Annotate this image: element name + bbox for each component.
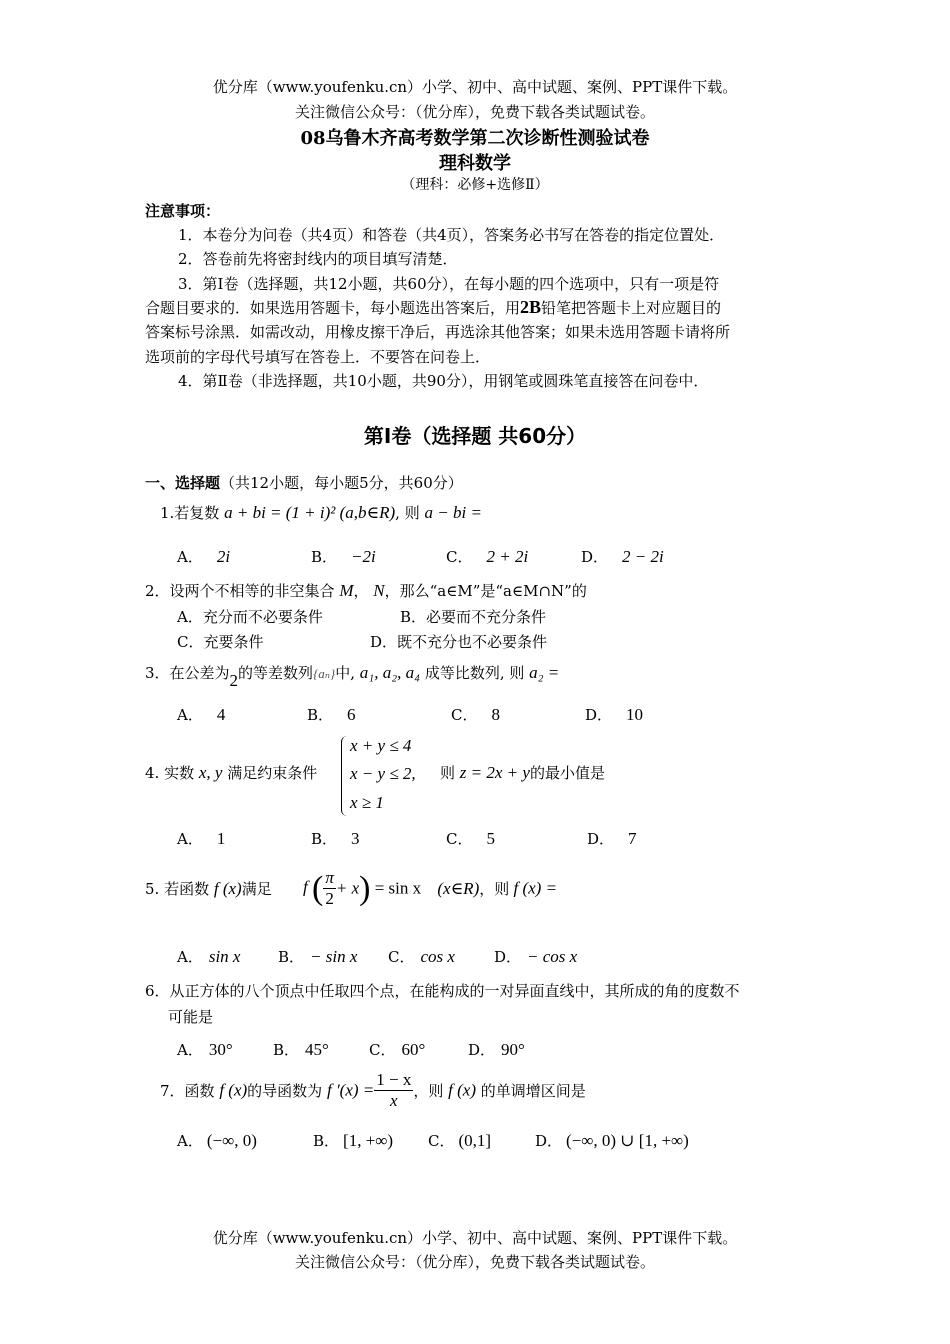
q4-objective-expr: z = 2x + y — [459, 763, 530, 782]
question-4-intro — [145, 762, 317, 783]
q2-rest: ，那么“a∈M”是“a∈M∩N”的 — [384, 582, 587, 600]
q1-option-d[interactable] — [581, 546, 664, 567]
q3-text-1: 3．在公差为 — [145, 664, 230, 682]
q1-suffix: , 则 — [395, 504, 420, 522]
q5-option-c[interactable] — [388, 946, 455, 967]
option-label: B． — [307, 706, 334, 724]
footer-line-2: 关注微信公众号：（优分库），免费下载各类试题试卷。 — [294, 1253, 655, 1271]
q4-option-c[interactable] — [446, 828, 495, 849]
notice-item-4: 4．第Ⅱ卷（非选择题，共10小题，共90分），用钢笔或圆珠笔直接答在问卷中． — [178, 372, 709, 390]
q6-option-d[interactable] — [468, 1039, 525, 1060]
option-label: C． — [177, 633, 204, 651]
section-label: 一、选择题 — [145, 474, 221, 492]
option-value: 7 — [628, 829, 637, 848]
q2-set-n: N — [373, 581, 385, 600]
q5-function: f (x) — [213, 879, 242, 898]
q4-constraint-2: x − y ≤ 2, — [350, 764, 416, 783]
notice-item-1: 1．本卷分为问卷（共4页）和答卷（共4页），答案务必书写在答卷的指定位置处． — [178, 226, 725, 244]
option-label: A． — [177, 608, 203, 626]
q4-text-2: 满足约束条件 — [227, 764, 318, 782]
q5-option-a[interactable] — [177, 946, 240, 967]
q5-fraction — [323, 868, 336, 909]
q7-option-a[interactable] — [177, 1130, 257, 1151]
option-value: 充分而不必要条件 — [202, 608, 323, 626]
q7-option-d[interactable] — [535, 1130, 689, 1151]
notice-item-3: 3．第Ⅰ卷（选择题，共12小题，共60分），在每小题的四个选项中，只有一项是符 — [178, 275, 720, 293]
section-note: （共12小题，每小题5分，共60分） — [220, 474, 463, 492]
option-value: 1 — [216, 829, 226, 848]
q3-common-difference: 2 — [229, 671, 239, 690]
question-5 — [145, 878, 272, 899]
option-label: A． — [177, 548, 203, 566]
q4-text-1: 4. 实数 — [145, 764, 195, 782]
q7-function-2: f (x) — [448, 1080, 476, 1100]
option-label: D． — [585, 706, 613, 724]
option-value: 6 — [347, 705, 356, 724]
exam-title: 08乌鲁木齐高考数学第二次诊断性测验试卷 — [300, 128, 650, 149]
option-value: 4 — [216, 705, 226, 724]
option-label: A． — [177, 706, 203, 724]
option-label: A． — [177, 830, 203, 848]
option-label: D． — [535, 1132, 563, 1150]
q3-terms: a₁, a₂, a₄ — [359, 663, 421, 682]
q4-text-4: 的最小值是 — [529, 764, 605, 782]
header-line-1: 优分库（www.youfenku.cn）小学、初中、高中试题、案例、PPT课件下载。 — [212, 78, 738, 96]
option-value: 10 — [626, 705, 644, 724]
q7-function: f (x) — [219, 1080, 248, 1100]
option-value: − cos x — [527, 947, 578, 966]
option-label: C． — [446, 830, 473, 848]
q7-fraction — [374, 1070, 413, 1111]
part-1-title: 第Ⅰ卷（选择题 共60分） — [363, 424, 587, 448]
q4-option-b[interactable] — [311, 828, 360, 849]
q7-derivative: f ′(x) = — [326, 1080, 375, 1100]
option-value: 30° — [208, 1040, 233, 1059]
option-label: B． — [311, 548, 338, 566]
pencil-grade: 2B — [520, 297, 542, 317]
option-value: cos x — [420, 947, 455, 966]
option-value: 3 — [351, 829, 360, 848]
q5-option-d[interactable] — [494, 946, 577, 967]
option-label: C． — [446, 548, 473, 566]
option-label: B． — [400, 608, 427, 626]
q5-denominator: 2 — [325, 889, 334, 908]
question-2 — [145, 580, 587, 601]
right-paren-icon: ) — [359, 869, 371, 907]
notice-heading: 注意事项： — [145, 202, 221, 220]
option-value: sin x — [208, 947, 241, 966]
q3-option-b[interactable] — [307, 704, 356, 725]
notice-item-2: 2．答卷前先将密封线内的项目填写清楚． — [178, 250, 458, 268]
q6-option-b[interactable] — [273, 1039, 329, 1060]
option-label: A． — [177, 1132, 203, 1150]
q5-equation — [303, 868, 557, 909]
q4-option-a[interactable] — [177, 828, 225, 849]
q3-sequence: {aₙ} — [313, 666, 336, 681]
q3-option-c[interactable] — [451, 704, 500, 725]
q7-text-3: ，则 — [413, 1082, 444, 1100]
exam-scope-note: （理科：必修+选修Ⅱ） — [401, 177, 549, 193]
option-value: [1, +∞) — [343, 1131, 394, 1150]
q5-f: f — [303, 877, 308, 897]
q2-option-d[interactable] — [370, 631, 547, 652]
option-value: −2i — [351, 547, 376, 566]
q4-text-3: 则 — [440, 764, 456, 782]
option-value: (−∞, 0) — [206, 1131, 257, 1150]
option-value: 充要条件 — [203, 633, 264, 651]
option-label: C． — [451, 706, 478, 724]
q4-option-d[interactable] — [587, 828, 637, 849]
q7-denominator: x — [390, 1091, 398, 1110]
q5-rhs: = sin x — [374, 878, 422, 898]
option-label: D． — [581, 548, 609, 566]
q7-text-1: 7．函数 — [160, 1082, 215, 1100]
option-value: 45° — [305, 1040, 329, 1059]
notice-item-3-cont — [145, 297, 721, 318]
option-label: C． — [388, 948, 415, 966]
option-label: B． — [311, 830, 338, 848]
section-heading — [145, 472, 463, 493]
q2-sep: ， — [353, 582, 369, 600]
q1-option-a[interactable] — [177, 546, 230, 567]
q3-text-3: 中, — [335, 664, 356, 682]
q5-ask: f (x) = — [513, 878, 558, 898]
option-label: A． — [177, 948, 203, 966]
question-6-line-1: 6．从正方体的八个顶点中任取四个点，在能构成的一对异面直线中，其所成的角的度数不 — [145, 982, 740, 1000]
option-value: 8 — [491, 705, 500, 724]
q5-numerator: π — [325, 868, 334, 887]
q6-option-a[interactable] — [177, 1039, 233, 1060]
q4-vars: x, y — [198, 763, 223, 782]
q1-ask: a − bi = — [424, 503, 482, 522]
q2-option-c[interactable] — [177, 631, 264, 652]
option-value: − sin x — [310, 947, 358, 966]
option-value: (0,1] — [458, 1131, 492, 1150]
q1-prefix: 1.若复数 — [160, 504, 220, 522]
option-value: 2i — [216, 547, 231, 566]
q2-option-b[interactable] — [400, 606, 546, 627]
q6-option-c[interactable] — [369, 1039, 425, 1060]
header-line-2: 关注微信公众号：（优分库），免费下载各类试题试卷。 — [294, 103, 655, 121]
option-value: (−∞, 0) ∪ [1, +∞) — [566, 1131, 689, 1150]
q5-text-2: 满足 — [241, 880, 272, 898]
notice-item-3-cont-2: 答案标号涂黑．如需改动，用橡皮擦干净后，再选涂其他答案；如果未选用答题卡请将所 — [145, 323, 731, 341]
q7-option-b[interactable] — [313, 1130, 393, 1151]
exam-subtitle: 理科数学 — [439, 153, 511, 174]
question-4-objective — [440, 762, 605, 783]
q4-constraint-3: x ≥ 1 — [350, 793, 384, 812]
question-3 — [145, 662, 560, 690]
option-label: B． — [278, 948, 305, 966]
option-label: D． — [370, 633, 398, 651]
option-value: 2 + 2i — [486, 547, 529, 566]
option-value: 既不充分也不必要条件 — [397, 633, 548, 651]
option-label: B． — [273, 1041, 300, 1059]
notice-item-3-text-a: 合题目要求的．如果选用答题卡，每小题选出答案后，用 — [145, 299, 521, 317]
option-label: A． — [177, 1041, 203, 1059]
question-6-line-2: 可能是 — [168, 1008, 214, 1026]
option-label: C． — [369, 1041, 396, 1059]
q5-text-1: 5. 若函数 — [145, 880, 210, 898]
option-label: D． — [587, 830, 615, 848]
q7-text-4: 的单调增区间是 — [480, 1082, 586, 1100]
option-value: 60° — [401, 1040, 426, 1059]
q5-text-3: ，则 — [479, 880, 510, 898]
q3-ask: a₂ = — [529, 663, 560, 682]
q3-text-4: 成等比数列, 则 — [424, 664, 525, 682]
left-paren-icon: ( — [311, 869, 324, 907]
q5-option-b[interactable] — [278, 946, 357, 967]
q4-constraint-1: x + y ≤ 4 — [350, 736, 412, 755]
option-value: 必要而不充分条件 — [426, 608, 547, 626]
q7-text-2: 的导函数为 — [247, 1082, 323, 1100]
q7-numerator: 1 − x — [376, 1070, 412, 1089]
q1-option-c[interactable] — [446, 546, 528, 567]
option-value: 90° — [501, 1040, 525, 1059]
notice-item-3-cont-3: 选项前的字母代号填写在答卷上．不要答在问卷上． — [145, 348, 491, 366]
q5-condition: (x∈R) — [437, 878, 480, 898]
option-value: 2 − 2i — [622, 547, 664, 566]
option-label: B． — [313, 1132, 340, 1150]
q3-option-a[interactable] — [177, 704, 225, 725]
q1-option-b[interactable] — [311, 546, 376, 567]
q2-set-m: M — [339, 581, 354, 600]
question-1 — [160, 502, 482, 523]
notice-item-3-text-b: 铅笔把答题卡上对应题目的 — [541, 299, 722, 317]
option-label: D． — [494, 948, 522, 966]
q3-text-2: 的等差数列 — [238, 664, 314, 682]
q7-option-c[interactable] — [428, 1130, 491, 1151]
option-label: D． — [468, 1041, 496, 1059]
q1-expression: a + bi = (1 + i)² (a,b∈R) — [224, 503, 396, 522]
q5-plus-x: + x — [335, 878, 360, 898]
option-value: 5 — [486, 829, 495, 848]
question-7 — [160, 1070, 586, 1111]
q2-option-a[interactable] — [177, 606, 323, 627]
q4-constraint-brace — [341, 736, 348, 816]
q3-option-d[interactable] — [585, 704, 643, 725]
footer-line-1: 优分库（www.youfenku.cn）小学、初中、高中试题、案例、PPT课件下载。 — [212, 1229, 738, 1247]
option-label: C． — [428, 1132, 455, 1150]
q2-stem: 2．设两个不相等的非空集合 — [145, 582, 335, 600]
